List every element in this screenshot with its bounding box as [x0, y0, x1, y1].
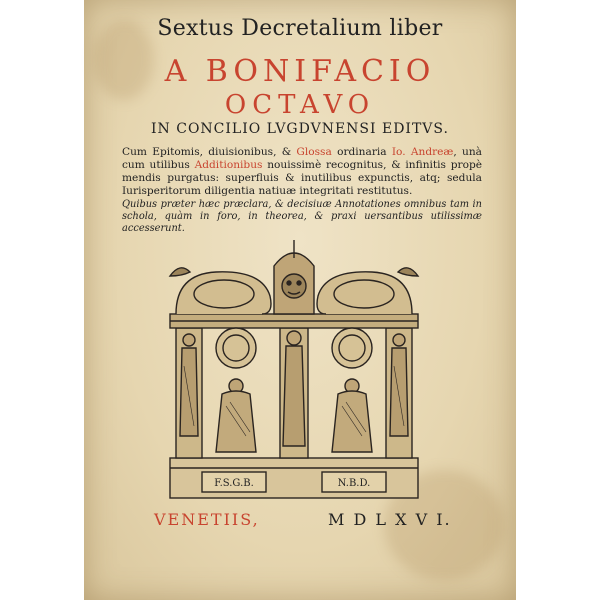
title-line-3: OCTAVO — [224, 90, 376, 120]
title-line-2: A BONIFACIO — [164, 54, 436, 89]
title-line-4: IN CONCILIO LVGDVNENSI EDITVS. — [151, 121, 449, 137]
imprint-place: VENETIIS, — [154, 510, 260, 529]
desc-additionibus: Additionibus — [194, 159, 263, 171]
description-paragraph — [122, 146, 482, 198]
desc-text-a: Cum Epitomis, diuisionibus, & — [122, 146, 297, 158]
desc-glossa: Glossa — [296, 146, 332, 158]
plaque-right-text: N.B.D. — [337, 478, 371, 489]
desc-text-d: nouissimè recognitus, & infinitis propè mendis purgatus: superfluis & inutilibus expunctis, atq; sedula Iurisperitorum diligentia natiuæ integritati restitutus. — [122, 159, 483, 197]
desc-text-b: ordinaria — [331, 146, 392, 158]
imprint-year: M D L X V I. — [328, 510, 452, 529]
annotation-paragraph: Quibus præter hæc præclara, & decisiuæ Annotationes omnibus tam in schola, quàm in foro, in theorea, & praxi uersantibus utilissimæ accesserunt. — [122, 199, 482, 234]
desc-text-c: , unà cum utilibus — [122, 146, 482, 171]
woodcut-illustration — [166, 236, 422, 504]
title-line-1: Sextus Decretalium liber — [157, 16, 443, 41]
title-page — [84, 0, 516, 600]
plaque-left-text: F.S.G.B. — [214, 478, 254, 489]
desc-andreae: Io. Andreæ — [391, 146, 454, 158]
